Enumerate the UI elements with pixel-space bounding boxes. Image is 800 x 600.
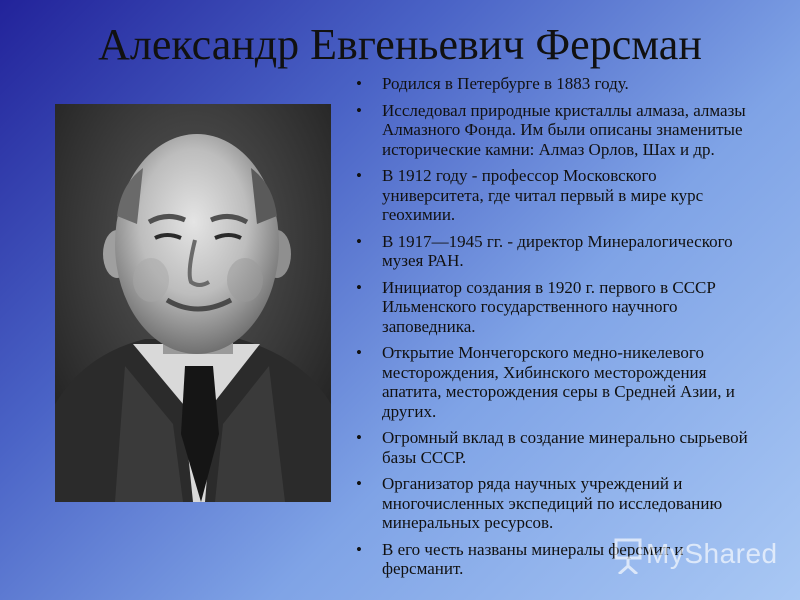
bullet-item (356, 166, 756, 225)
bullet-text: Инициатор создания в 1920 г. первого в СССР Ильменского государственного научного заповедника. (382, 277, 716, 336)
bullet-text: Огромный вклад в создание минерально сырьевой базы СССР. (382, 428, 748, 467)
bullet-item (356, 101, 756, 160)
bullet-text: Исследовал природные кристаллы алмаза, алмазы Алмазного Фонда. Им были описаны знаменитые исторические камни: Алмаз Орлов, Шах и др. (382, 100, 746, 159)
presentation-board-icon (614, 536, 642, 574)
bullet-marker: • (356, 539, 362, 559)
watermark-text: MyShared (646, 538, 778, 569)
bullet-item (356, 343, 756, 421)
bullet-text: Организатор ряда научных учреждений и многочисленных экспедиций по исследованию минеральных ресурсов. (382, 474, 723, 532)
bullet-marker: • (356, 231, 362, 251)
bullet-text: Открытие Мончегорского медно-никелевого месторождения, Хибинского месторождения апатита, месторождения серы в Средней Азии, и других. (382, 343, 735, 421)
bullet-item (356, 278, 756, 337)
bullet-list (356, 74, 756, 586)
bullet-item (356, 428, 756, 467)
bullet-marker: • (356, 277, 362, 297)
bullet-marker: • (356, 166, 362, 185)
bullet-marker: • (356, 428, 362, 447)
bullet-marker: • (356, 74, 362, 93)
bullet-marker: • (356, 100, 362, 120)
bullet-item (356, 474, 756, 533)
bullet-text: В его честь названы минералы ферсмит и ферсманит. (382, 539, 684, 578)
bullet-item (356, 74, 756, 94)
slide-title: Александр Евгеньевич Ферсман (98, 20, 702, 69)
bullet-item (356, 232, 756, 271)
bullet-text: В 1912 году - профессор Московского университета, где читал первый в мире курс геохимии. (382, 166, 704, 224)
bullet-marker: • (356, 474, 362, 493)
watermark (612, 536, 778, 576)
bullet-marker: • (356, 343, 362, 362)
bullet-text: В 1917—1945 гг. - директор Минералогического музея РАН. (382, 231, 733, 270)
portrait-photo (55, 104, 331, 502)
bullet-text: Родился в Петербурге в 1883 году. (382, 74, 629, 93)
